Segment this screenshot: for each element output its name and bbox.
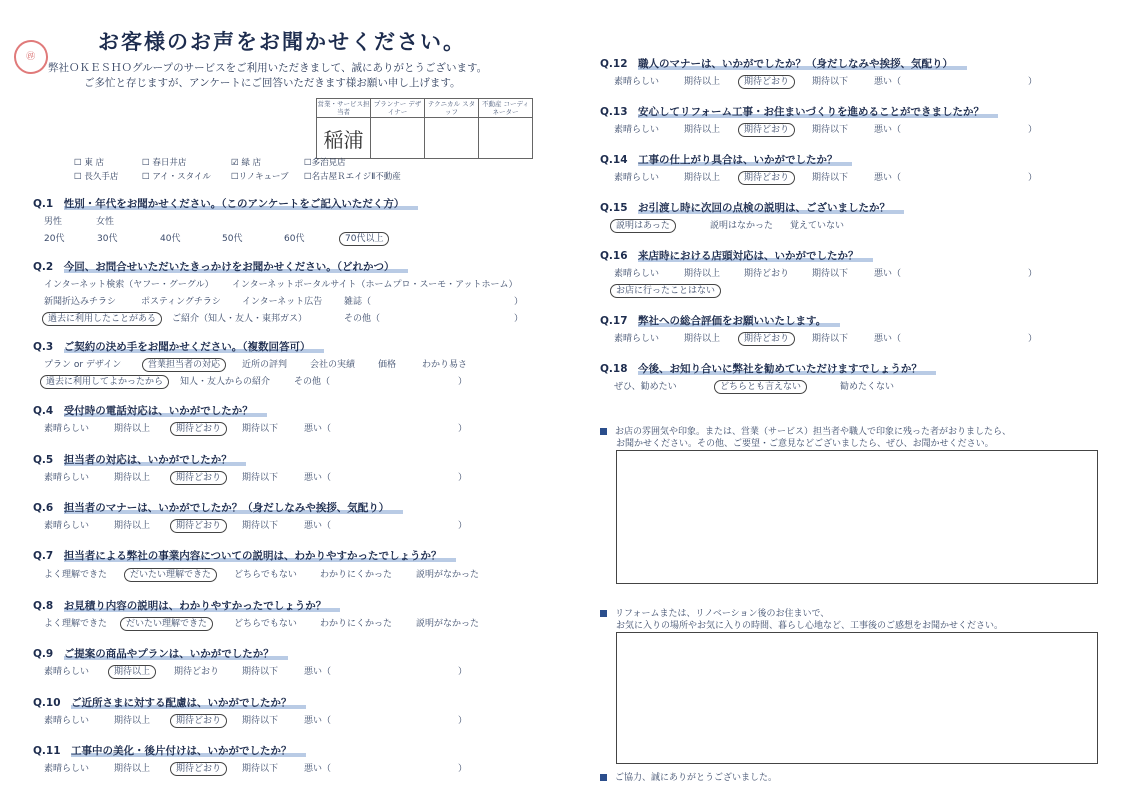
staff-value-sales[interactable]: 稲浦 — [317, 118, 371, 159]
staff-header-realestate: 不動産 コーディネーター — [479, 99, 533, 118]
answer-option[interactable]: 新聞折込みチラシ — [44, 297, 117, 307]
answer-option[interactable]: 期待以上 — [114, 473, 151, 483]
question-q14: Q.14 工事の仕上がり具合は、いかがでしたか？ — [600, 152, 852, 167]
checked-checkbox-icon: ☑ — [231, 158, 242, 168]
answer-option-selected[interactable]: 期待どおり — [738, 75, 795, 89]
answer-option[interactable]: 覚えていない — [790, 221, 845, 231]
answer-option-selected[interactable]: だいたい理解できた — [124, 568, 217, 582]
answer-option[interactable]: 期待以下 — [812, 125, 849, 135]
comment-prompt-2-line-2: お気に入りの場所やお気に入りの時間、暮らし心地など、工事後のご感想をお聞かせください。 — [616, 621, 1004, 631]
answer-option[interactable]: 男性 — [44, 217, 63, 227]
store-checkbox[interactable]: ☑ 緑 店 — [231, 158, 262, 168]
answer-option[interactable]: 期待以上 — [684, 77, 721, 87]
store-checkbox[interactable]: ☐ アイ・スタイル — [142, 172, 211, 182]
checkbox-icon: ☐ — [142, 158, 153, 168]
paren-close: ） — [1028, 173, 1038, 183]
answer-option-selected[interactable]: 過去に利用してよかったから — [40, 375, 169, 389]
comment-prompt-2: リフォームまたは、リノベーション後のお住まいで、 — [600, 606, 829, 619]
answer-option[interactable]: 女性 — [96, 217, 115, 227]
answer-option[interactable]: ご紹介（知人・友人・東邦ガス） — [172, 314, 308, 324]
answer-option[interactable]: わかりにくかった — [320, 619, 393, 629]
answer-option-selected[interactable]: 期待以上 — [108, 665, 156, 679]
answer-option-selected[interactable]: 過去に利用したことがある — [42, 312, 162, 326]
square-bullet-icon — [600, 774, 607, 781]
answer-option[interactable]: 期待以上 — [114, 764, 151, 774]
answer-option-selected[interactable]: 期待どおり — [170, 422, 227, 436]
answer-option[interactable]: 素晴らしい — [44, 473, 90, 483]
answer-option[interactable]: その他（ — [294, 377, 331, 387]
answer-option[interactable]: インターネット広告 — [242, 297, 323, 307]
question-q15: Q.15 お引渡し時に次回の点検の説明は、ございましたか？ — [600, 200, 904, 215]
answer-option[interactable]: 悪い（ — [304, 667, 332, 677]
question-q8: Q.8 お見積り内容の説明は、わかりやすかったでしょうか？ — [33, 598, 340, 613]
page-title: お客様のお声をお聞かせください。 — [98, 30, 466, 54]
question-q18: Q.18 今後、お知り合いに弊社を勧めていただけますでしょうか？ — [600, 361, 936, 376]
checkbox-icon: ☐ — [142, 172, 153, 182]
answer-option[interactable]: 30代 — [97, 234, 118, 244]
answer-option[interactable]: 期待以下 — [242, 764, 279, 774]
answer-option-selected[interactable]: 説明はあった — [610, 219, 676, 233]
paren-close: ） — [458, 424, 468, 434]
question-q9: Q.9 ご提案の商品やプランは、いかがでしたか？ — [33, 646, 288, 661]
comment-prompt-1: お店の雰囲気や印象。または、営業（サービス）担当者や職人で印象に残った者がおりましたら、 — [600, 424, 1011, 437]
answer-option[interactable]: プラン or デザイン — [44, 360, 122, 370]
answer-option[interactable]: 期待以上 — [114, 716, 151, 726]
question-q16: Q.16 来店時における店頭対応は、いかがでしたか？ — [600, 248, 873, 263]
answer-option-selected[interactable]: 期待どおり — [738, 171, 795, 185]
answer-option-selected[interactable]: 期待どおり — [170, 762, 227, 776]
answer-option[interactable]: 悪い（ — [304, 473, 332, 483]
question-q17: Q.17 弊社への総合評価をお願いいたします。 — [600, 313, 840, 328]
answer-option-selected[interactable]: 営業担当者の対応 — [142, 358, 226, 372]
question-q12: Q.12 職人のマナーは、いかがでしたか？（身だしなみや挨拶、気配り） — [600, 56, 967, 71]
square-bullet-icon — [600, 428, 607, 435]
answer-option[interactable]: 期待以下 — [812, 173, 849, 183]
answer-option[interactable]: 期待以下 — [242, 521, 279, 531]
question-q10: Q.10 ご近所さまに対する配慮は、いかがでしたか？ — [33, 695, 306, 710]
answer-option[interactable]: よく理解できた — [44, 619, 108, 629]
paren-close: ） — [514, 297, 524, 307]
paren-close: ） — [1028, 77, 1038, 87]
answer-option[interactable]: 期待以上 — [684, 173, 721, 183]
answer-option[interactable]: 期待以下 — [812, 77, 849, 87]
answer-option[interactable]: 期待以上 — [684, 334, 721, 344]
paren-close: ） — [1028, 125, 1038, 135]
answer-option[interactable]: 50代 — [222, 234, 243, 244]
answer-option[interactable]: 価格 — [378, 360, 397, 370]
question-q4: Q.4 受付時の電話対応は、いかがでしたか？ — [33, 403, 267, 418]
question-q2: Q.2 今回、お問合せいただいたきっかけをお聞かせください。（どれかつ） — [33, 259, 408, 274]
paren-close: ） — [458, 377, 468, 387]
store-checkbox[interactable]: ☐名古屋ＲエイジⅡ不動産 — [304, 172, 401, 182]
comment-box-1[interactable] — [616, 450, 1098, 584]
answer-option[interactable]: 悪い（ — [874, 77, 902, 87]
comment-box-2[interactable] — [616, 632, 1098, 764]
question-q6: Q.6 担当者のマナーは、いかがでしたか？（身だしなみや挨拶、気配り） — [33, 500, 403, 515]
answer-option[interactable]: わかりにくかった — [320, 570, 393, 580]
store-checkbox[interactable]: ☐リノキューブ — [231, 172, 289, 182]
staff-value-technical[interactable] — [425, 118, 479, 159]
answer-option[interactable]: 悪い（ — [874, 125, 902, 135]
answer-option[interactable]: 悪い（ — [874, 334, 902, 344]
answer-option[interactable]: 勧めたくない — [840, 382, 895, 392]
answer-option[interactable]: わかり易さ — [422, 360, 468, 370]
answer-option[interactable]: 悪い（ — [304, 764, 332, 774]
answer-option[interactable]: 期待以上 — [684, 125, 721, 135]
answer-option[interactable]: 素晴らしい — [44, 424, 90, 434]
answer-option[interactable]: インターネット検索（ヤフー・グーグル） — [44, 280, 214, 290]
paren-close: ） — [458, 473, 468, 483]
answer-option-selected[interactable]: 期待どおり — [738, 123, 795, 137]
staff-header-technical: テクニカル スタッフ — [425, 99, 479, 118]
answer-option[interactable]: その他（ — [344, 314, 381, 324]
paren-close: ） — [458, 716, 468, 726]
staff-value-realestate[interactable] — [479, 118, 533, 159]
answer-option-selected[interactable]: だいたい理解できた — [120, 617, 213, 631]
comment-prompt-1-line-2: お聞かせください。その他、ご要望・ご意見などございましたら、ぜひ、お聞かせください。 — [616, 439, 994, 449]
answer-option[interactable]: ポスティングチラシ — [141, 297, 221, 307]
answer-option[interactable]: 悪い（ — [874, 173, 902, 183]
checkbox-icon: ☐ — [74, 158, 85, 168]
answer-option[interactable]: 悪い（ — [304, 716, 332, 726]
answer-option[interactable]: 素晴らしい — [44, 521, 90, 531]
answer-option[interactable]: 40代 — [160, 234, 181, 244]
answer-option[interactable]: 20代 — [44, 234, 65, 244]
answer-option[interactable]: 説明がなかった — [416, 619, 480, 629]
answer-option-selected[interactable]: どちらとも言えない — [714, 380, 807, 394]
paren-close: ） — [1028, 269, 1038, 279]
answer-option[interactable]: 期待どおり — [174, 667, 220, 677]
question-q1: Q.1 性別・年代をお聞かせください。（このアンケートをご記入いただく方） — [33, 196, 418, 211]
answer-option[interactable]: 素晴らしい — [614, 269, 660, 279]
answer-option[interactable]: 期待以上 — [114, 424, 151, 434]
store-checkbox[interactable]: ☐多治見店 — [304, 158, 346, 168]
answer-option[interactable]: 素晴らしい — [614, 125, 660, 135]
answer-option[interactable]: 会社の実績 — [310, 360, 356, 370]
answer-option[interactable]: 素晴らしい — [614, 334, 660, 344]
answer-option[interactable]: 近所の評判 — [242, 360, 288, 370]
answer-option[interactable]: どちらでもない — [234, 570, 297, 580]
paren-close: ） — [458, 521, 468, 531]
staff-value-planner[interactable] — [371, 118, 425, 159]
paren-close: ） — [514, 314, 524, 324]
answer-option[interactable]: 悪い（ — [874, 269, 902, 279]
answer-option[interactable]: よく理解できた — [44, 570, 108, 580]
answer-option[interactable]: 期待以上 — [684, 269, 721, 279]
question-q7: Q.7 担当者による弊社の事業内容についての説明は、わかりやすかったでしょうか？ — [33, 548, 456, 563]
answer-option[interactable]: 知人・友人からの紹介 — [180, 377, 271, 387]
answer-option[interactable]: 説明はなかった — [710, 221, 774, 231]
answer-option[interactable]: 期待以下 — [242, 716, 279, 726]
answer-option[interactable]: 素晴らしい — [44, 667, 90, 677]
answer-option[interactable]: 期待以下 — [242, 473, 279, 483]
answer-option[interactable]: 期待以上 — [114, 521, 151, 531]
answer-option[interactable]: 期待以下 — [812, 334, 849, 344]
seal-stamp-icon: ㊞ — [11, 37, 51, 77]
answer-option[interactable]: 期待以下 — [242, 424, 279, 434]
checkbox-icon: ☐ — [74, 172, 85, 182]
answer-option[interactable]: 60代 — [284, 234, 305, 244]
question-q11: Q.11 工事中の美化・後片付けは、いかがでしたか？ — [33, 743, 306, 758]
answer-option[interactable]: 素晴らしい — [44, 764, 90, 774]
answer-option-selected[interactable]: 期待どおり — [170, 471, 227, 485]
answer-option-selected[interactable]: 期待どおり — [170, 519, 227, 533]
paren-close: ） — [1028, 334, 1038, 344]
answer-option[interactable]: 悪い（ — [304, 424, 332, 434]
answer-option[interactable]: 素晴らしい — [614, 77, 660, 87]
store-checkbox[interactable]: ☐ 東 店 — [74, 158, 105, 168]
answer-option[interactable]: 雑誌（ — [344, 297, 372, 307]
answer-option[interactable]: 期待どおり — [744, 269, 790, 279]
intro-line-1: 弊社ＯＫＥＳＨＯグループのサービスをご利用いただきまして、誠にありがとうございます。 — [48, 62, 488, 74]
answer-option-selected[interactable]: 期待どおり — [738, 332, 795, 346]
answer-option[interactable]: ぜひ、勧めたい — [614, 382, 677, 392]
answer-option[interactable]: 期待以下 — [242, 667, 279, 677]
square-bullet-icon — [600, 610, 607, 617]
answer-option[interactable]: 悪い（ — [304, 521, 332, 531]
answer-option[interactable]: 説明がなかった — [416, 570, 480, 580]
intro-line-2: ご多忙と存じますが、アンケートにご回答いただきます様お願い申し上げます。 — [84, 77, 461, 89]
checkbox-icon: ☐ — [304, 172, 312, 182]
paren-close: ） — [458, 764, 468, 774]
question-q3: Q.3 ご契約の決め手をお聞かせください。（複数回答可） — [33, 339, 324, 354]
question-q13: Q.13 安心してリフォーム工事・お住まいづくりを進めることができましたか？ — [600, 104, 998, 119]
thank-you-note: ご協力、誠にありがとうございました。 — [600, 770, 777, 783]
store-checkbox[interactable]: ☐ 長久手店 — [74, 172, 119, 182]
answer-option-selected[interactable]: 期待どおり — [170, 714, 227, 728]
answer-option-selected[interactable]: お店に行ったことはない — [610, 284, 721, 298]
answer-option[interactable]: 素晴らしい — [614, 173, 660, 183]
paren-close: ） — [458, 667, 468, 677]
answer-option[interactable]: 素晴らしい — [44, 716, 90, 726]
staff-header-sales: 営業・サービス担当者 — [317, 100, 370, 116]
staff-header-planner: プランナー デザイナー — [371, 99, 425, 118]
staff-table — [316, 98, 533, 159]
answer-option[interactable]: インターネットポータルサイト（ホームプロ・スーモ・アットホーム） — [232, 280, 518, 290]
answer-option[interactable]: 期待以下 — [812, 269, 849, 279]
checkbox-icon: ☐ — [231, 172, 239, 182]
answer-option[interactable]: どちらでもない — [234, 619, 297, 629]
question-q5: Q.5 担当者の対応は、いかがでしたか？ — [33, 452, 246, 467]
checkbox-icon: ☐ — [304, 158, 312, 168]
store-checkbox[interactable]: ☐ 春日井店 — [142, 158, 187, 168]
answer-option-selected[interactable]: 70代以上 — [339, 232, 389, 246]
